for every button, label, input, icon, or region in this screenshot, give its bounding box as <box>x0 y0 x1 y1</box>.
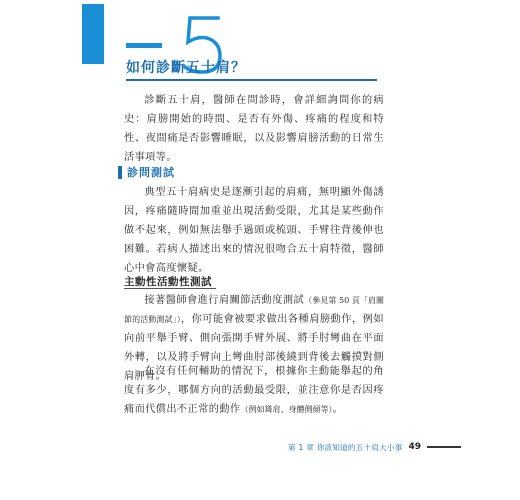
subsection-heading: 主動性活動性測試 <box>124 276 212 288</box>
subsection-paragraph-1-rest: ，你可能會被要求做出各種肩膀動作，例如向前平舉手臂、側向張開手臂外展、將手肘彎曲在平面外轉，以及將手臂向上彎曲肘部後繞到背後去觸摸對側肩胛骨。 <box>124 314 384 382</box>
page-footer <box>288 440 461 454</box>
footer-chapter-label: 第 1 章 你該知道的五十肩大小事 <box>288 442 403 452</box>
intro-paragraph: 診斷五十肩，醫師在問診時，會詳細詢問你的病史：肩膀開始的時間、是否有外傷、疼痛的程度和特性、夜間痛是否影響睡眠，以及影響肩膀活動的日常生活事項等。 <box>124 95 384 163</box>
footer-rule <box>427 446 461 448</box>
chapter-number-dash <box>126 43 162 48</box>
section-marker <box>118 166 122 179</box>
subsection-paragraph-2-main: 在沒有任何輔助的情況下，根據你主動能舉起的角度有多少，哪個方向的活動最受限，並注意你是否因疼痛而代償出不正常的動作 <box>124 366 384 415</box>
example-note: （例如聳肩、身體側傾等） <box>240 405 333 414</box>
page-number: 49 <box>408 442 422 452</box>
section-heading-text: 診問測試 <box>127 166 175 179</box>
subsection-paragraph-2-end: 。 <box>332 404 344 415</box>
section-heading <box>118 165 175 179</box>
title-underline <box>126 79 377 81</box>
subsection-paragraph-2 <box>124 362 384 419</box>
page-title: 如何診斷五十肩？ <box>126 60 246 76</box>
subsection-paragraph-1-main: 接著醫師會進行肩關節活動度測試 <box>144 295 305 306</box>
section-paragraph: 典型五十肩病史是逐漸引起的肩痛，無明顯外傷誘因，疼痛隨時間加重並出現活動受限，尤其是某些動作做不起來，例如無法舉手過頭或梳頭、手臂往背後伸也困難。若病人描述出來的情況很吻合五十肩特徵，醫師心中會高度懷疑。 <box>124 187 384 274</box>
subsection-underline <box>124 288 216 289</box>
chapter-number-digit-1 <box>82 4 104 64</box>
page-reference-note: （參見第 50 頁「肩關節的活動測試」） <box>124 296 385 324</box>
